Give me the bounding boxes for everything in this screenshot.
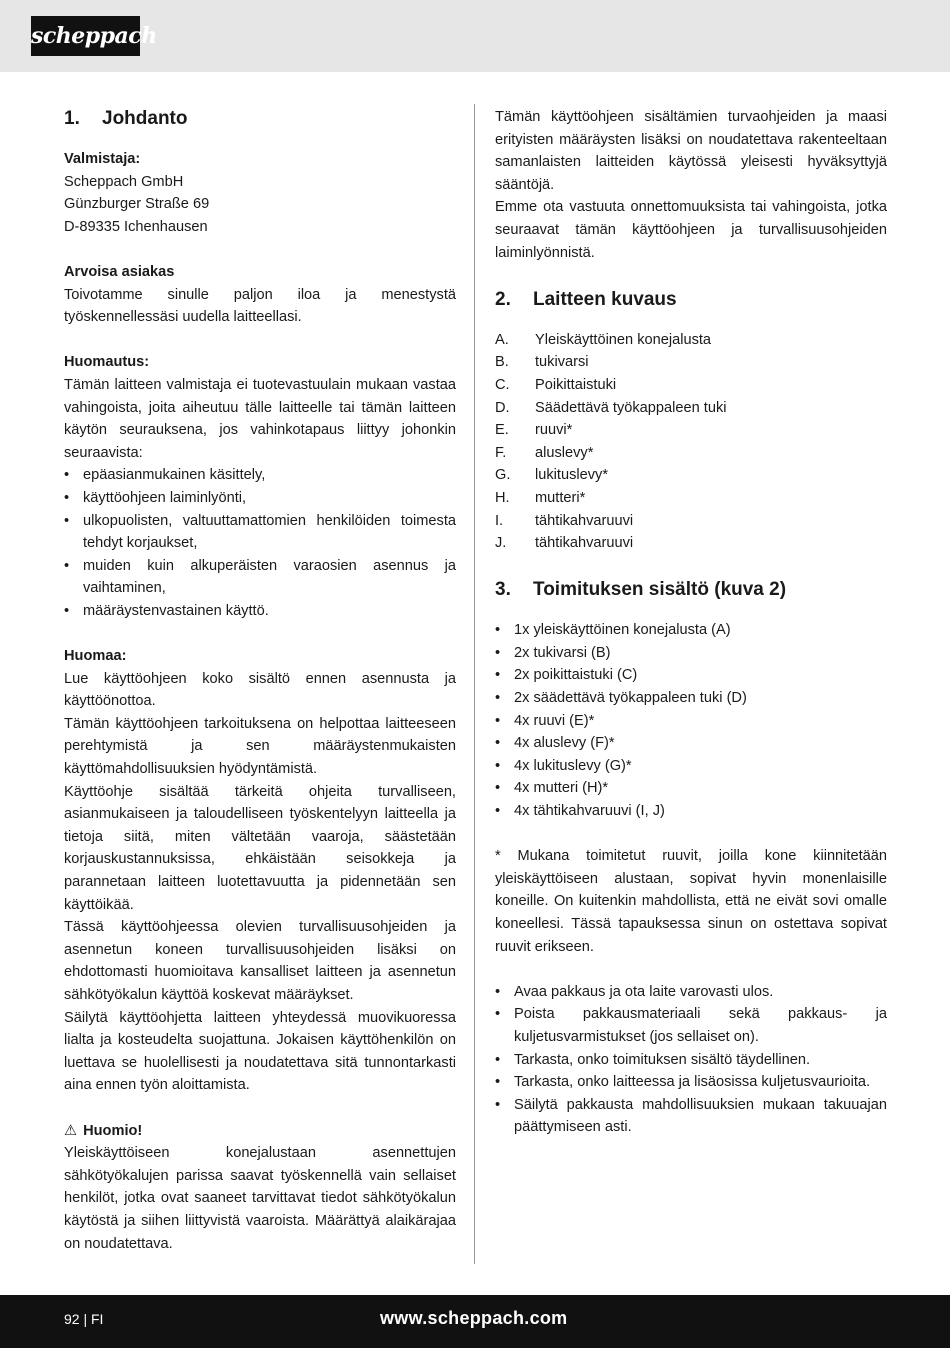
unpack-list (495, 981, 887, 1139)
intro-paragraph: Tämän käyttöohjeen sisältämien turvaohjeiden ja maasi erityisten määräysten lisäksi on noudatettava rakenteeltaan samanlaisten laitteiden käytössä yleisesti hyväksyttyjä sääntöjä. (495, 109, 887, 193)
list-item: • käyttöohjeen laiminlyönti, (64, 487, 456, 510)
list-item: • 4x aluslevy (F)* (495, 732, 887, 755)
parts-label: mutteri* (535, 489, 586, 506)
list-item: • Tarkasta, onko toimituksen sisältö täydellinen. (495, 1049, 887, 1072)
attention-paragraph: Lue käyttöohjeen koko sisältö ennen asennusta ja käyttöönottoa. (64, 670, 456, 710)
section-heading-2 (495, 287, 887, 313)
parts-label: lukituslevy* (535, 467, 608, 484)
list-item: • epäasianmukainen käsittely, (64, 464, 456, 487)
parts-item (495, 419, 887, 442)
parts-key: E. (495, 422, 509, 439)
parts-label: tukivarsi (535, 354, 589, 371)
website-link[interactable]: www.scheppach.com (380, 1308, 568, 1328)
parts-item (495, 510, 887, 533)
attention-paragraph: Tämän käyttöohjeen tarkoituksena on helpottaa laitteeseen perehtymistä ja sen määräystenmukaisten käyttömahdollisuuksien hyödyntämistä. (64, 715, 456, 778)
parts-label: Yleiskäyttöinen konejalusta (535, 331, 712, 348)
note-list (64, 464, 456, 622)
parts-key: B. (495, 354, 509, 371)
list-item: • ulkopuolisten, valtuuttamattomien henkilöiden toimesta tehdyt korjaukset, (64, 510, 456, 555)
parts-item (495, 351, 887, 374)
parts-label: Säädettävä työkappaleen tuki (535, 399, 727, 416)
list-item: • 4x tähtikahvaruuvi (I, J) (495, 800, 887, 823)
note-text: Tämän laitteen valmistaja ei tuotevastuulain mukaan vastaa vahingoista, joita aiheutuu tälle laitteelle tai tämän laitteen käytön seurauksena, jos vahinkotapaus liittyy johonkin seuraavista: (64, 376, 456, 461)
footnote: * Mukana toimitetut ruuvit, joilla kone kiinnitetään yleiskäyttöiseen alustaan, sopivat hyvin monenlaisille koneille. On kuitenkin mahdollista, että ne eivät sovi omalle koneellesi. Tässä tapauksessa sinun on ostettava sopivat ruuvit erikseen. (495, 848, 887, 955)
parts-item (495, 397, 887, 420)
section-number: 2. (495, 288, 511, 310)
column-divider (474, 104, 475, 1264)
parts-key: J. (495, 535, 507, 552)
section-title: Laitteen kuvaus (533, 288, 677, 310)
warning-triangle-icon: ⚠ (64, 1122, 78, 1139)
warning-heading (64, 1120, 456, 1143)
parts-item (495, 329, 887, 352)
section-number: 1. (64, 108, 80, 129)
list-item: • 2x poikittaistuki (C) (495, 664, 887, 687)
list-item: • 2x tukivarsi (B) (495, 642, 887, 665)
parts-label: tähtikahvaruuvi (535, 535, 634, 552)
list-item: • 2x säädettävä työkappaleen tuki (D) (495, 687, 887, 710)
intro-paragraph: Emme ota vastuuta onnettomuuksista tai vahingoista, jotka seuraavat tämän käyttöohjeen ja turvallisuusohjeiden laiminlyönnistä. (495, 199, 887, 261)
dear-customer-text: Toivotamme sinulle paljon iloa ja menestystä työskennellessäsi uudella laitteellasi. (64, 286, 456, 326)
warning-label: Huomio! (83, 1122, 143, 1139)
left-column (64, 106, 456, 1255)
parts-label: ruuvi* (535, 422, 573, 439)
parts-item (495, 374, 887, 397)
dear-customer-label: Arvoisa asiakas (64, 263, 175, 280)
parts-label: aluslevy* (535, 444, 594, 461)
parts-item (495, 464, 887, 487)
list-item: • 4x ruuvi (E)* (495, 710, 887, 733)
scheppach-logo: scheppach (31, 16, 140, 56)
list-item: • Poista pakkausmateriaali sekä pakkaus- ja kuljetusvarmistukset (jos sellaiset on). (495, 1003, 887, 1048)
section-heading-3 (495, 577, 887, 603)
manufacturer-label: Valmistaja: (64, 151, 141, 167)
parts-key: H. (495, 489, 510, 506)
page-number: 92 | FI (64, 1311, 104, 1327)
header-bar (0, 0, 950, 72)
warning-text: Yleiskäyttöiseen konejalustaan asennettujen sähkötyökalujen parissa saavat työskennellä vain sellaiset henkilöt, jotka ovat saaneet tarvittavat tiedot sähkötyökalun käytöstä ja siihen liittyvistä vaaroista. Määrättyä alaikärajaa on noudatettava. (64, 1145, 456, 1252)
parts-key: D. (495, 399, 510, 416)
section-number: 3. (495, 579, 511, 601)
parts-key: G. (495, 467, 511, 484)
parts-key: F. (495, 444, 507, 461)
list-item: • 1x yleiskäyttöinen konejalusta (A) (495, 619, 887, 642)
parts-label: tähtikahvaruuvi (535, 512, 634, 529)
attention-paragraph: Tässä käyttöohjeessa olevien turvallisuusohjeiden ja asennetun koneen turvallisuusohjeiden lisäksi on ehdottomasti huomioitava kansalliset laitteen ja asennetun sähkötyökalun käyttöä koskevat määräykset. (64, 919, 456, 1003)
manufacturer-line: Günzburger Straße 69 (64, 196, 210, 213)
attention-paragraph: Käyttöohje sisältää tärkeitä ohjeita turvalliseen, asianmukaiseen ja taloudelliseen työskentelyyn laitteella ja tietoja siitä, miten vältetään vaaroja, säästetään korjauskustannuksissa, ehkäistään seisokkeja ja parannetaan laitteen luotettavuutta ja pidennetään sen käyttöikää. (64, 783, 456, 913)
list-item: • 4x lukituslevy (G)* (495, 755, 887, 778)
list-item: • määräystenvastainen käyttö. (64, 600, 456, 623)
list-item: • Tarkasta, onko laitteessa ja lisäosissa kuljetusvaurioita. (495, 1071, 887, 1094)
note-label: Huomautus: (64, 354, 150, 371)
section-title: Toimituksen sisältö (kuva 2) (533, 579, 787, 601)
footer-bar (0, 1295, 950, 1348)
right-column (495, 106, 887, 1139)
attention-paragraph: Säilytä käyttöohjetta laitteen yhteydessä muovikuoressa lialta ja kosteudelta suojattuna. Jokaisen käyttöhenkilön on luettava se huolellisesti ja noudatettava sitä tunnontarkasti aina ennen työn aloittamista. (64, 1009, 456, 1094)
delivery-list (495, 619, 887, 822)
parts-list (495, 329, 887, 555)
parts-item (495, 487, 887, 510)
list-item: • Säilytä pakkausta mahdollisuuksien mukaan takuuajan päättymiseen asti. (495, 1094, 887, 1139)
parts-key: A. (495, 331, 509, 348)
parts-key: C. (495, 376, 510, 393)
list-item: • 4x mutteri (H)* (495, 777, 887, 800)
attention-label: Huomaa: (64, 648, 127, 665)
parts-item (495, 442, 887, 465)
parts-key: I. (495, 512, 504, 529)
section-heading-1 (64, 106, 456, 132)
list-item: • Avaa pakkaus ja ota laite varovasti ulos. (495, 981, 887, 1004)
manufacturer-line: Scheppach GmbH (64, 173, 184, 190)
list-item: • muiden kuin alkuperäisten varaosien asennus ja vaihtaminen, (64, 555, 456, 600)
section-title: Johdanto (102, 108, 188, 129)
parts-label: Poikittaistuki (535, 376, 617, 393)
parts-item (495, 532, 887, 555)
manufacturer-line: D-89335 Ichenhausen (64, 218, 208, 235)
